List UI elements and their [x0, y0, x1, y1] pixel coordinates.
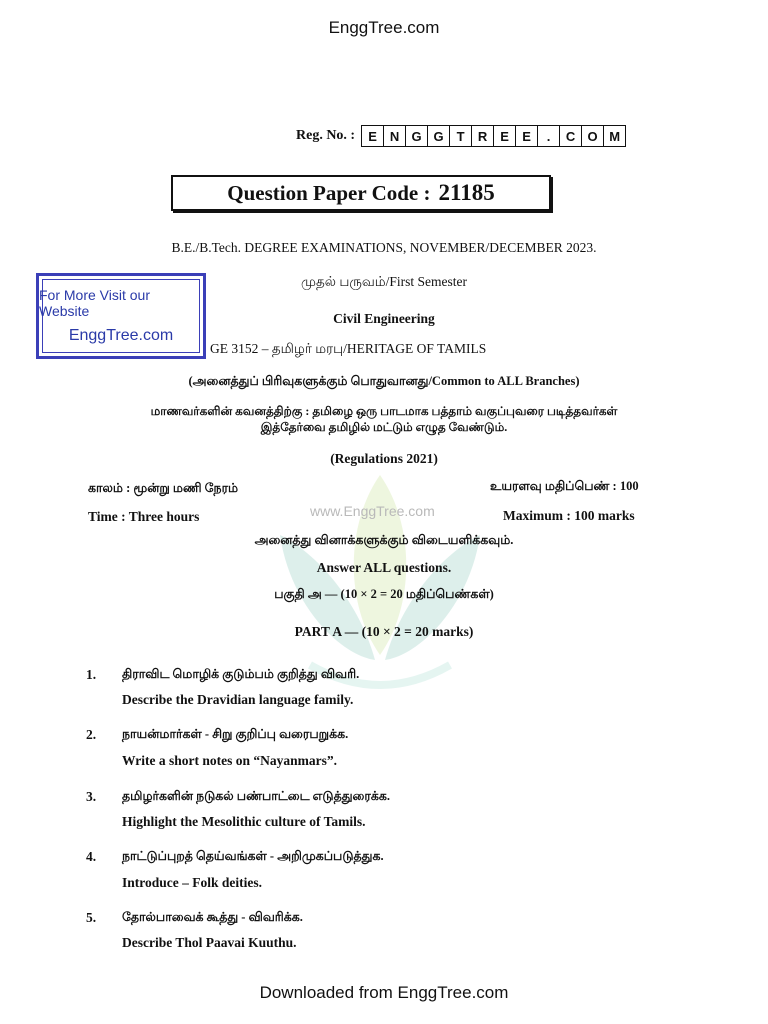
reg-no-char: M	[609, 128, 621, 144]
footer: Downloaded from EnggTree.com	[259, 983, 509, 1002]
semester: முதல் பருவம்/First Semester	[300, 274, 468, 289]
regulations: (Regulations 2021)	[330, 451, 438, 466]
promo-line-1: For More Visit our Website	[39, 287, 150, 319]
part-a-heading-tamil: பகுதி அ — (10 × 2 = 20 மதிப்பெண்கள்)	[274, 587, 494, 601]
student-note-line-2: இத்தேர்வை தமிழில் மட்டும் எழுத வேண்டும்.	[260, 420, 508, 434]
question-english: Introduce – Folk deities.	[122, 875, 263, 890]
question-number: 5.	[86, 910, 97, 925]
question-english: Highlight the Mesolithic culture of Tamils.	[122, 814, 366, 829]
common-branches-note: (அனைத்துப் பிரிவுகளுக்கும் பொதுவானது/Common to ALL Branches)	[188, 374, 580, 388]
watermark-text: www.EnggTree.com	[310, 503, 435, 519]
question-english: Describe Thol Paavai Kuuthu.	[122, 935, 297, 950]
subject: GE 3152 – தமிழர் மரபு/HERITAGE OF TAMILS	[210, 341, 487, 356]
question-paper-code-label: Question Paper Code :	[227, 180, 431, 205]
student-note	[0, 403, 768, 435]
student-note-line-1: மாணவர்களின் கவனத்திற்கு : தமிழை ஒரு பாடமாக பத்தாம் வகுப்புவரை படித்தவர்கள்	[150, 404, 618, 418]
promo-website-box[interactable]	[36, 273, 206, 359]
reg-no-char: O	[582, 126, 604, 146]
site-header: EnggTree.com	[328, 18, 440, 37]
promo-line-2: EnggTree.com	[68, 327, 174, 344]
reg-no-field	[296, 124, 626, 148]
instructions-tamil: அனைத்து வினாக்களுக்கும் விடையளிக்கவும்.	[254, 533, 514, 547]
reg-no-char: R	[472, 126, 494, 146]
reg-no-char: G	[406, 126, 428, 146]
instructions: Answer ALL questions.	[316, 560, 452, 575]
question-tamil: திராவிட மொழிக் குடும்பம் குறித்து விவரி.	[122, 667, 360, 681]
question-number: 3.	[86, 789, 97, 804]
question-tamil: தோல்பாவைக் கூத்து - விவரிக்க.	[122, 910, 303, 924]
duration-tamil: காலம் : மூன்று மணி நேரம்	[88, 481, 239, 495]
question-number: 4.	[86, 849, 97, 864]
reg-no-char: E	[362, 126, 384, 146]
question-tamil: நாட்டுப்புறத் தெய்வங்கள் - அறிமுகப்படுத்துக.	[122, 849, 384, 863]
question-number: 2.	[86, 727, 97, 742]
reg-no-char: .	[538, 126, 560, 146]
exam-title: B.E./B.Tech. DEGREE EXAMINATIONS, NOVEMBER/DECEMBER 2023.	[171, 240, 597, 255]
part-a-heading: PART A — (10 × 2 = 20 marks)	[294, 624, 474, 639]
reg-no-char: G	[428, 126, 450, 146]
reg-no-char: N	[384, 126, 406, 146]
reg-no-char: C	[560, 126, 582, 146]
question-english: Describe the Dravidian language family.	[122, 692, 354, 707]
max-marks: Maximum : 100 marks	[503, 508, 635, 523]
reg-no-label: Reg. No. :	[296, 128, 356, 143]
reg-no-char: E	[494, 126, 516, 146]
question-tamil: தமிழர்களின் நடுகல் பண்பாட்டை எடுத்துரைக்க.	[122, 789, 390, 803]
reg-no-boxes	[361, 125, 626, 147]
question-number: 1.	[86, 667, 97, 682]
question-paper-code-box	[171, 175, 551, 211]
question-tamil: நாயன்மார்கள் - சிறு குறிப்பு வரைபறுக்க.	[122, 727, 349, 741]
duration: Time : Three hours	[88, 509, 200, 524]
reg-no-char: E	[516, 126, 538, 146]
max-marks-tamil: உயரளவு மதிப்பெண் : 100	[490, 479, 639, 493]
question-english: Write a short notes on “Nayanmars”.	[122, 753, 337, 768]
question-paper-code: 21185	[438, 180, 495, 205]
department: Civil Engineering	[333, 311, 435, 326]
reg-no-char: T	[450, 126, 472, 146]
